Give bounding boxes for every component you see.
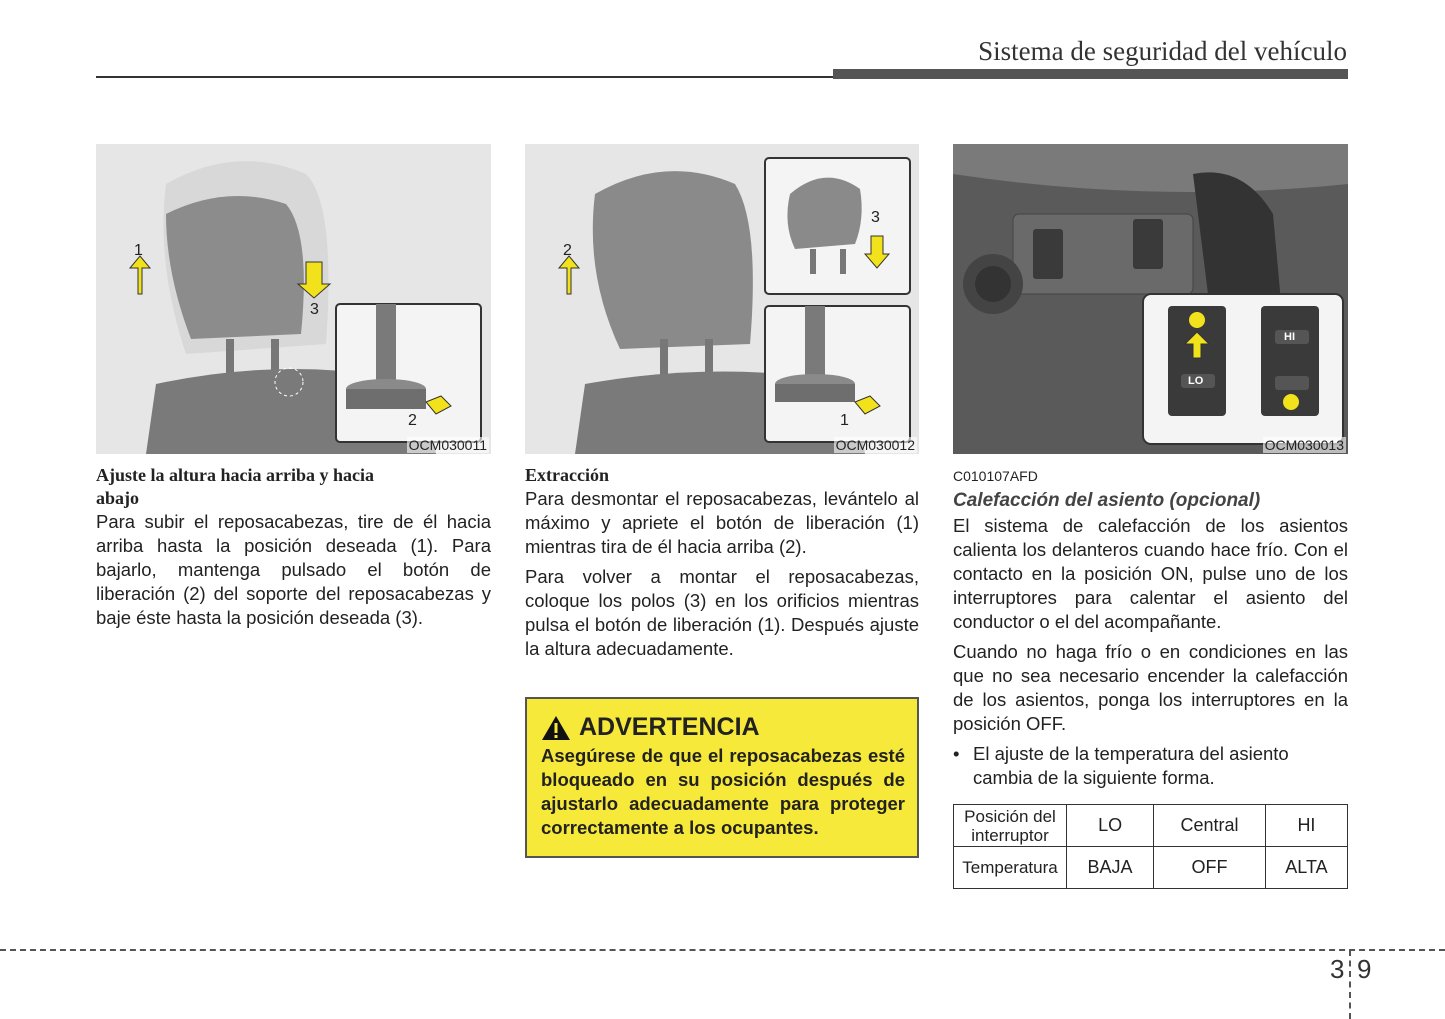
table-cell: Posición del interruptor <box>954 805 1067 847</box>
seat-heater-illustration <box>953 144 1348 454</box>
footer-rule <box>0 949 1445 951</box>
column-headrest-height <box>96 144 491 630</box>
paragraph-height: Para subir el reposacabezas, tire de él hacia arriba hasta la posición deseada (1). Para bajarlo, mantenga pulsado el botón de liberación (2) del soporte del reposacabezas y baje éste hasta la posición deseada (3). <box>96 511 491 628</box>
heading-seat-heating: Calefacción del asiento (opcional) <box>953 490 1261 511</box>
warning-box <box>525 697 919 858</box>
table-cell: Temperatura <box>954 847 1067 889</box>
page-number-section: 3 <box>1330 954 1345 984</box>
figure-label-3: 3 <box>871 209 880 226</box>
figure-headrest-removal <box>525 144 919 454</box>
paragraph-removal: Para desmontar el reposacabezas, levántelo al máximo y apriete el botón de liberación (1) mientras tira de él hacia arriba (2). <box>525 488 919 557</box>
column-seat-heating <box>953 144 1348 889</box>
figure-label-3: 3 <box>310 301 319 318</box>
heading-extraction: Extracción <box>525 465 609 485</box>
header-rule-thick <box>833 69 1348 79</box>
paragraph-heating-off: Cuando no haga frío o en condiciones en las que no sea necesario encender la calefacción de los asientos, ponga los interruptores en la posición OFF. <box>953 641 1348 734</box>
figure-label-2: 2 <box>563 242 572 259</box>
section-title: Sistema de seguridad del vehículo <box>978 36 1347 66</box>
figure-label-2: 2 <box>408 412 417 429</box>
figure-label-1: 1 <box>134 242 143 259</box>
bullet-temperature: • El ajuste de la temperatura del asiento cambia de la siguiente forma. <box>953 743 1289 788</box>
headrest-illustration <box>96 144 491 454</box>
page-number: 9 <box>1357 954 1372 984</box>
figure-seat-heater <box>953 144 1348 454</box>
paragraph-heating-on: El sistema de calefacción de los asientos calienta los delanteros cuando hace frío. Con el contacto en la posición ON, pulse uno de los interruptores para calentar el asiento del conductor o el del acompañante. <box>953 515 1348 632</box>
temperature-table <box>953 804 1348 889</box>
paragraph-reinstall: Para volver a montar el reposacabezas, coloque los polos (3) en los orificios mientras pulsa el botón de liberación (1). Después ajuste la altura adecuadamente. <box>525 566 919 659</box>
header-rule <box>96 76 833 78</box>
bullet-dot: • <box>953 743 960 764</box>
table-row <box>954 847 1348 889</box>
headrest-removal-illustration <box>525 144 919 454</box>
table-cell: LO <box>1067 805 1154 847</box>
table-row <box>954 805 1348 847</box>
figure-headrest-adjust <box>96 144 491 454</box>
footer-divider <box>1349 950 1351 1019</box>
column-extraction <box>525 144 919 858</box>
switch-label-hi: HI <box>1284 331 1295 343</box>
table-cell: ALTA <box>1265 847 1347 889</box>
figure-code: OCM030011 <box>408 437 487 453</box>
heading-height: Ajuste la altura hacia arriba y hacia abajo <box>96 465 374 508</box>
table-cell: Central <box>1154 805 1266 847</box>
warning-triangle-icon <box>541 715 571 741</box>
table-cell: HI <box>1265 805 1347 847</box>
warning-title: ADVERTENCIA <box>541 713 905 742</box>
figure-code: OCM030013 <box>1264 437 1344 453</box>
reference-code: C010107AFD <box>953 468 1038 484</box>
table-cell: BAJA <box>1067 847 1154 889</box>
table-cell: OFF <box>1154 847 1266 889</box>
figure-code: OCM030012 <box>835 437 915 453</box>
figure-label-1: 1 <box>840 412 849 429</box>
switch-label-lo: LO <box>1188 375 1204 387</box>
warning-text: Asegúrese de que el reposacabezas esté bloqueado en su posición después de ajustarlo adecuadamente para proteger correctamente a los ocupantes. <box>541 745 905 838</box>
